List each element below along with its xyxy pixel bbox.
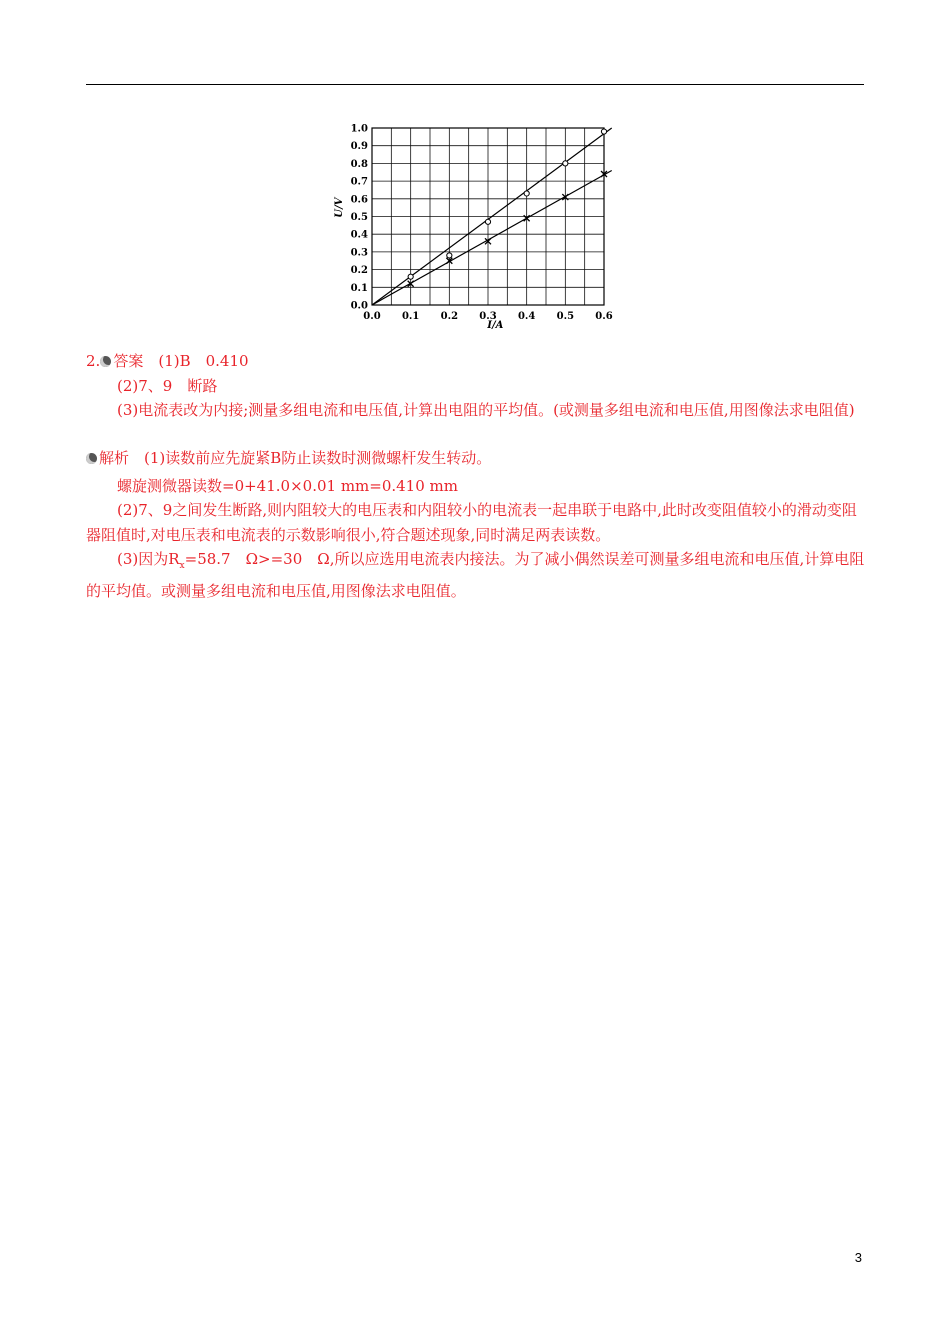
analysis-line1: (1)读数前应先旋紧B防止读数时测微螺杆发生转动。 (144, 449, 492, 467)
x-tick-label: 0.1 (401, 311, 420, 322)
y-tick-label: 0.3 (350, 247, 368, 259)
y-tick-label: 0.8 (350, 158, 368, 170)
answer-heading (86, 350, 249, 372)
y-tick-label: 0.1 (350, 282, 368, 294)
answer-title: 答案 (113, 352, 144, 370)
y-tick-label: 0.7 (350, 176, 368, 188)
y-tick-label: 0.4 (350, 229, 368, 241)
analysis-line2: 螺旋测微器读数=0+41.0×0.01 mm=0.410 mm (117, 477, 458, 495)
analysis-para3-pre: (3)因为R (117, 550, 180, 568)
data-point-circle (524, 191, 529, 196)
x-axis-label: I/A (487, 320, 504, 331)
data-point-circle (485, 219, 490, 224)
iu-chart (330, 118, 620, 340)
answer-part3: (3)电流表改为内接;测量多组电流和电压值,计算出电阻的平均值。(或测量多组电流和电压值,用图像法求电阻值) (117, 401, 855, 419)
answer-part2: (2)7、9 断路 (117, 377, 218, 395)
x-tick-label: 0.6 (595, 311, 613, 322)
y-tick-label: 0.5 (350, 212, 368, 223)
y-tick-label: 0.0 (350, 300, 368, 312)
y-tick-label: 1.0 (350, 123, 368, 135)
header-rule (86, 84, 864, 85)
y-tick-label: 0.6 (350, 194, 368, 206)
data-point-circle (447, 253, 452, 258)
fit-line (372, 170, 612, 305)
analysis-para3 (86, 547, 866, 604)
analysis-heading (86, 447, 491, 469)
answer-icon (100, 356, 111, 367)
y-tick-label: 0.2 (350, 265, 368, 277)
x-tick-label: 0.4 (517, 311, 536, 322)
analysis-para2: (2)7、9之间发生断路,则内阻较大的电压表和内阻较小的电流表一起串联于电路中,此时改变阻值较小的滑动变阻器阻值时,对电压表和电流表的示数影响很小,符合题述现象,同时满足两表读数。 (86, 501, 857, 544)
x-tick-label: 0.0 (363, 311, 381, 322)
analysis-icon (86, 453, 97, 464)
analysis-para3-post: =58.7 Ω>=30 Ω,所以应选用电流表内接法。为了减小偶然误差可测量多组电流和电压值,计算电阻的平均值。或测量多组电流和电压值,用图像法求电阻值。 (86, 550, 865, 600)
y-axis-label: U/V (334, 197, 345, 218)
answer-part1: (1)B 0.410 (158, 352, 249, 370)
analysis-para3-sub: x (179, 561, 185, 571)
page-number: 3 (854, 1250, 862, 1265)
data-point-circle (601, 129, 606, 134)
y-tick-label: 0.9 (350, 141, 368, 153)
data-point-circle (563, 161, 568, 166)
data-point-circle (408, 274, 413, 279)
x-tick-label: 0.2 (440, 311, 459, 322)
x-tick-label: 0.5 (556, 311, 575, 322)
analysis-title: 解析 (99, 449, 130, 467)
x-tick-label: 0.3 (479, 311, 497, 322)
question-number: 2. (86, 352, 101, 370)
